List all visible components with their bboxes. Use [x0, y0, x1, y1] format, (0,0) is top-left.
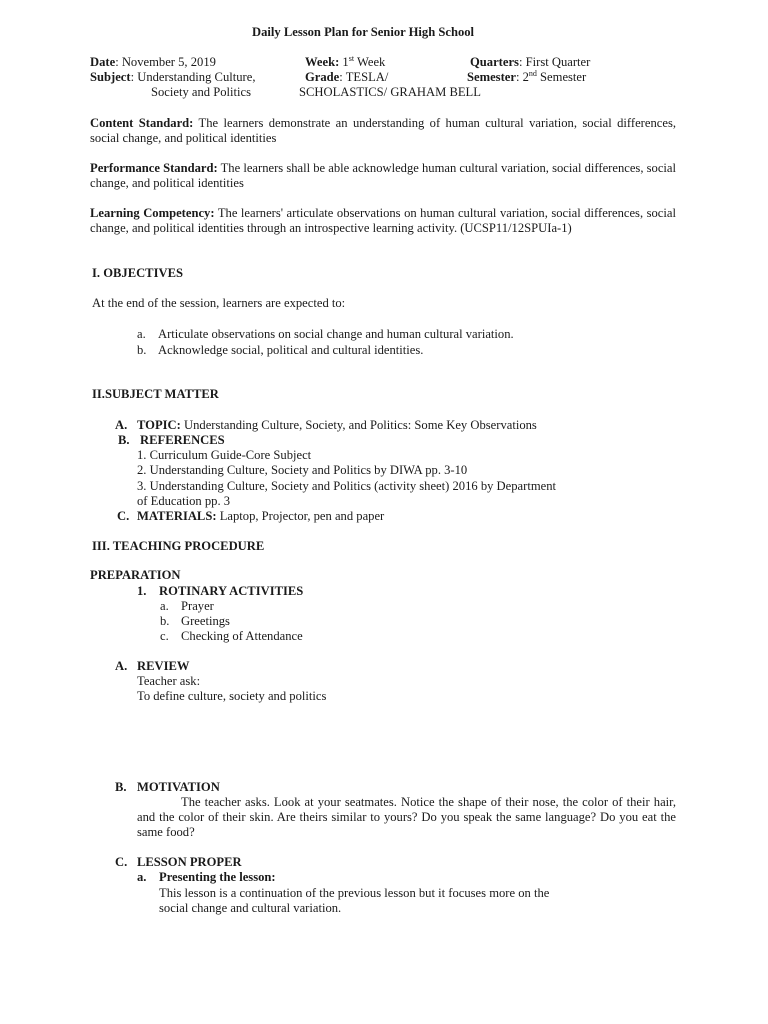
page-title: Daily Lesson Plan for Senior High School	[252, 25, 475, 39]
materials-marker: C.	[117, 509, 130, 523]
preparation-heading: PREPARATION	[90, 568, 181, 582]
quarters-field	[470, 55, 590, 70]
content-standard	[90, 116, 676, 146]
grade-value: : TESLA/	[339, 70, 389, 84]
routine-item-marker: a.	[160, 599, 169, 613]
content-standard-label: Content Standard:	[90, 116, 194, 130]
date-value: : November 5, 2019	[115, 55, 216, 69]
week-text: Week	[354, 55, 386, 69]
semester-number: : 2	[515, 70, 529, 84]
routine-item-marker: c.	[160, 629, 169, 643]
routine-label: ROTINARY ACTIVITIES	[159, 584, 304, 598]
subject-value-continued: Society and Politics	[151, 85, 252, 99]
review-label: REVIEW	[137, 659, 190, 673]
topic-marker: A.	[115, 418, 128, 432]
learning-competency-label: Learning Competency:	[90, 206, 215, 220]
routine-marker: 1.	[137, 584, 147, 598]
reference-item: 1. Curriculum Guide-Core Subject	[137, 448, 312, 462]
performance-standard	[90, 161, 676, 191]
objective-item: Acknowledge social, political and cultural identities.	[158, 343, 424, 357]
subject-field	[90, 70, 255, 85]
quarters-value: : First Quarter	[518, 55, 591, 69]
semester-text: Semester	[536, 70, 587, 84]
date-label: Date	[90, 55, 116, 69]
topic-text: Understanding Culture, Society, and Politics: Some Key Observations	[180, 418, 537, 432]
semester-field	[467, 70, 586, 85]
grade-field	[305, 70, 388, 85]
week-number: 1	[339, 55, 349, 69]
topic-label: TOPIC:	[137, 418, 181, 432]
semester-ordinal: nd	[528, 69, 537, 78]
subject-matter-heading: II.SUBJECT MATTER	[92, 387, 219, 401]
motivation-marker: B.	[115, 780, 127, 794]
procedure-heading: III. TEACHING PROCEDURE	[92, 539, 265, 553]
week-field	[305, 55, 385, 70]
objective-item: Articulate observations on social change and human cultural variation.	[158, 327, 514, 341]
objectives-intro: At the end of the session, learners are expected to:	[92, 296, 346, 310]
references-label: REFERENCES	[140, 433, 225, 447]
motivation-label: MOTIVATION	[137, 780, 220, 794]
references-marker: B.	[118, 433, 130, 447]
learning-competency-text: The learners' articulate observations on human cultural variation, social differences, social change, and political identities through an introspective learning activity. (UCSP11/12SPUIa-1)	[90, 206, 676, 235]
materials-label: MATERIALS:	[137, 509, 217, 523]
materials-text: Laptop, Projector, pen and paper	[216, 509, 385, 523]
lesson-proper-label: LESSON PROPER	[137, 855, 242, 869]
review-line: Teacher ask:	[137, 674, 201, 688]
motivation-text: The teacher asks. Look at your seatmates. Notice the shape of their nose, the color of their hair, and the color of their skin. Are theirs similar to yours? Do you speak the same language? Do you eat the same food?	[137, 795, 676, 839]
presenting-line: social change and cultural variation.	[159, 901, 342, 915]
routine-item: Checking of Attendance	[181, 629, 303, 643]
grade-label: Grade	[305, 70, 340, 84]
review-line: To define culture, society and politics	[137, 689, 327, 703]
date-field	[90, 55, 216, 70]
learning-competency	[90, 206, 676, 236]
lesson-proper-marker: C.	[115, 855, 128, 869]
week-ordinal: st	[348, 54, 355, 63]
presenting-label: Presenting the lesson:	[159, 870, 276, 884]
week-label: Week:	[305, 55, 340, 69]
content-standard-text: The learners demonstrate an understanding of human cultural variation, social differences, social change, and political identities	[90, 116, 676, 145]
presenting-line: This lesson is a continuation of the previous lesson but it focuses more on the	[159, 886, 550, 900]
performance-standard-label: Performance Standard:	[90, 161, 218, 175]
quarters-label: Quarters	[470, 55, 519, 69]
review-marker: A.	[115, 659, 128, 673]
semester-label: Semester	[467, 70, 516, 84]
routine-item: Prayer	[181, 599, 214, 613]
routine-item: Greetings	[181, 614, 230, 628]
reference-item: 2. Understanding Culture, Society and Politics by DIWA pp. 3-10	[137, 463, 468, 477]
routine-item-marker: b.	[160, 614, 170, 628]
performance-standard-text: The learners shall be able acknowledge human cultural variation, social differences, social change, and political identities	[90, 161, 676, 190]
reference-item-continued: of Education pp. 3	[137, 494, 231, 508]
materials	[137, 509, 384, 524]
subject-label: Subject	[90, 70, 131, 84]
objective-marker: a.	[137, 327, 146, 341]
reference-item: 3. Understanding Culture, Society and Politics (activity sheet) 2016 by Department	[137, 479, 557, 493]
objectives-heading: I. OBJECTIVES	[92, 266, 183, 280]
grade-value-continued: SCHOLASTICS/ GRAHAM BELL	[299, 85, 481, 99]
presenting-marker: a.	[137, 870, 147, 884]
subject-value: : Understanding Culture,	[130, 70, 256, 84]
objective-marker: b.	[137, 343, 147, 357]
topic	[137, 418, 537, 433]
